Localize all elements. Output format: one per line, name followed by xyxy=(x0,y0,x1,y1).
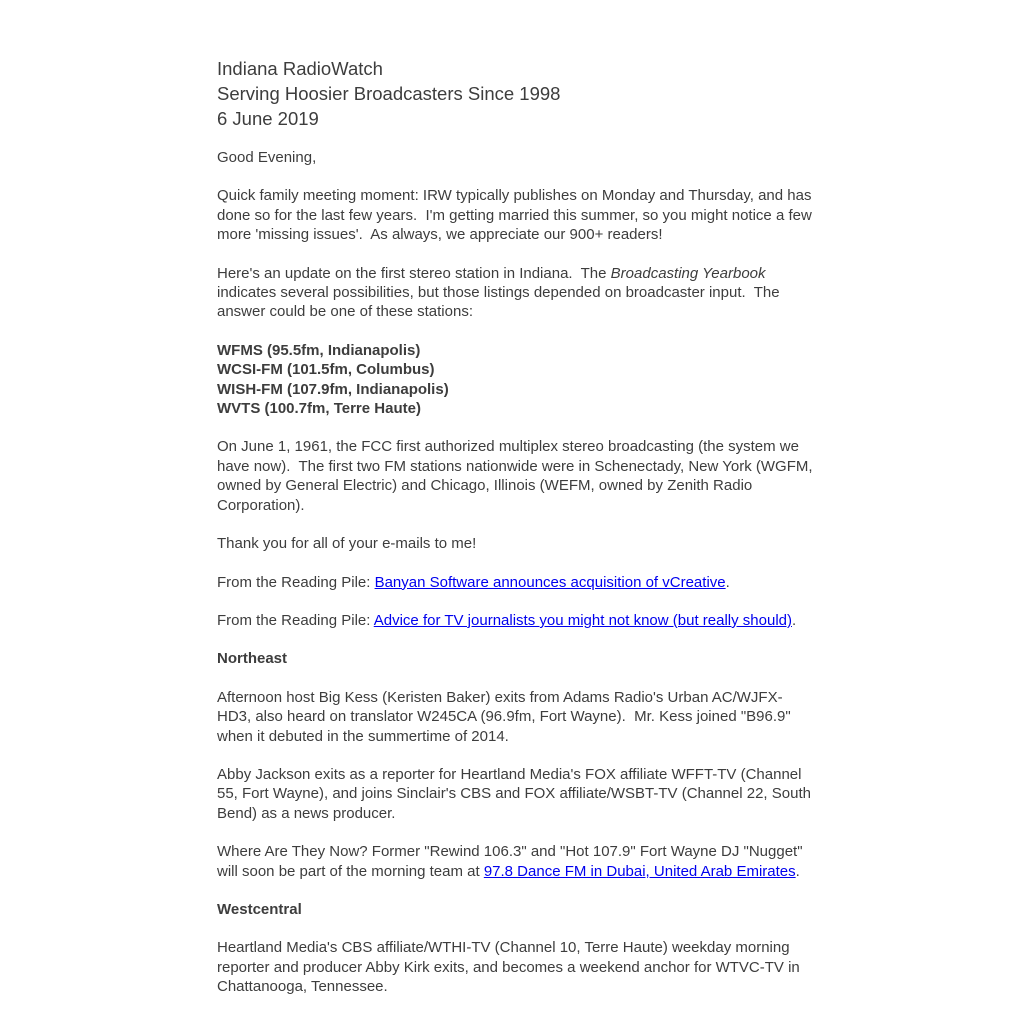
text-run: Broadcasting Yearbook xyxy=(610,264,766,282)
text-run: . xyxy=(725,573,730,591)
paragraph xyxy=(217,573,813,592)
inline-link[interactable]: Advice for TV journalists you might not know (but really should) xyxy=(373,611,792,629)
text-run: Thank you for all of your e-mails to me! xyxy=(217,535,477,553)
section-heading xyxy=(217,900,813,919)
text-run: . xyxy=(795,862,800,880)
section-heading xyxy=(217,649,813,668)
text-run: On June 1, 1961, the FCC first authorized multiplex stereo broadcasting (the system we have now). The first two FM stations nationwide were in Schenectady, New York (WGFM, owned by General Electric) and Chicago, Illinois (WEFM, owned by Zenith Radio Corporation). xyxy=(217,438,817,514)
text-run: Quick family meeting moment: IRW typically publishes on Monday and Thursday, and has done so for the last few years. I'm getting married this summer, so you might notice a few more 'missing issues'. As always, we appreciate our 900+ readers! xyxy=(217,187,816,244)
paragraph xyxy=(217,765,816,823)
newsletter-subtitle: Serving Hoosier Broadcasters Since 1998 xyxy=(217,83,561,104)
text-run: Westcentral xyxy=(217,900,302,918)
station-list xyxy=(217,341,813,419)
inline-link[interactable]: Banyan Software announces acquisition of vCreative xyxy=(374,573,726,591)
paragraph xyxy=(217,148,813,167)
text-run: Afternoon host Big Kess (Keristen Baker) exits from Adams Radio's Urban AC/WJFX-HD3, also heard on translator W245CA (96.9fm, Fort Wayne). Mr. Kess joined "B96.9" when it debuted in the summertime of 2014. xyxy=(217,688,795,745)
paragraph xyxy=(217,688,813,746)
paragraph xyxy=(217,437,817,515)
paragraph xyxy=(217,611,813,630)
text-run: From the Reading Pile: xyxy=(217,611,374,629)
text-run: indicates several possibilities, but those listings depended on broadcaster input. The answer could be one of these stations: xyxy=(217,264,784,321)
paragraph xyxy=(217,842,813,881)
paragraph xyxy=(217,534,813,553)
text-run: Heartland Media's CBS affiliate/WTHI-TV (Channel 10, Terre Haute) weekday morning reporter and producer Abby Kirk exits, and becomes a weekend anchor for WTVC-TV in Chattanooga, Tennessee. xyxy=(217,939,804,996)
paragraph xyxy=(217,264,813,322)
text-run: Abby Jackson exits as a reporter for Heartland Media's FOX affiliate WFFT-TV (Channel 55, Fort Wayne), and joins Sinclair's CBS and FOX affiliate/WSBT-TV (Channel 22, South Bend) as a news producer. xyxy=(217,765,816,822)
paragraph xyxy=(217,186,816,244)
station-list-item: WCSI-FM (101.5fm, Columbus) xyxy=(217,361,435,379)
inline-link[interactable]: 97.8 Dance FM in Dubai, United Arab Emirates xyxy=(483,862,796,880)
text-run: Here's an update on the first stereo station in Indiana. The xyxy=(217,264,611,282)
station-list-item: WISH-FM (107.9fm, Indianapolis) xyxy=(217,380,449,398)
text-run: From the Reading Pile: xyxy=(217,573,375,591)
text-run: . xyxy=(792,611,797,629)
newsletter-date: 6 June 2019 xyxy=(217,108,319,129)
paragraph xyxy=(217,938,813,996)
station-list-item: WFMS (95.5fm, Indianapolis) xyxy=(217,341,421,359)
newsletter-title: Indiana RadioWatch xyxy=(217,58,383,79)
text-run: Good Evening, xyxy=(217,149,317,166)
newsletter-header xyxy=(217,56,813,131)
station-list-item: WVTS (100.7fm, Terre Haute) xyxy=(217,400,421,418)
text-run: Northeast xyxy=(217,650,288,668)
newsletter-content xyxy=(217,56,817,997)
newsletter-blocks xyxy=(217,148,817,997)
text-run: Where Are They Now? Former "Rewind 106.3" and "Hot 107.9" Fort Wayne DJ "Nugget" will soon be part of the morning team at xyxy=(217,843,807,880)
